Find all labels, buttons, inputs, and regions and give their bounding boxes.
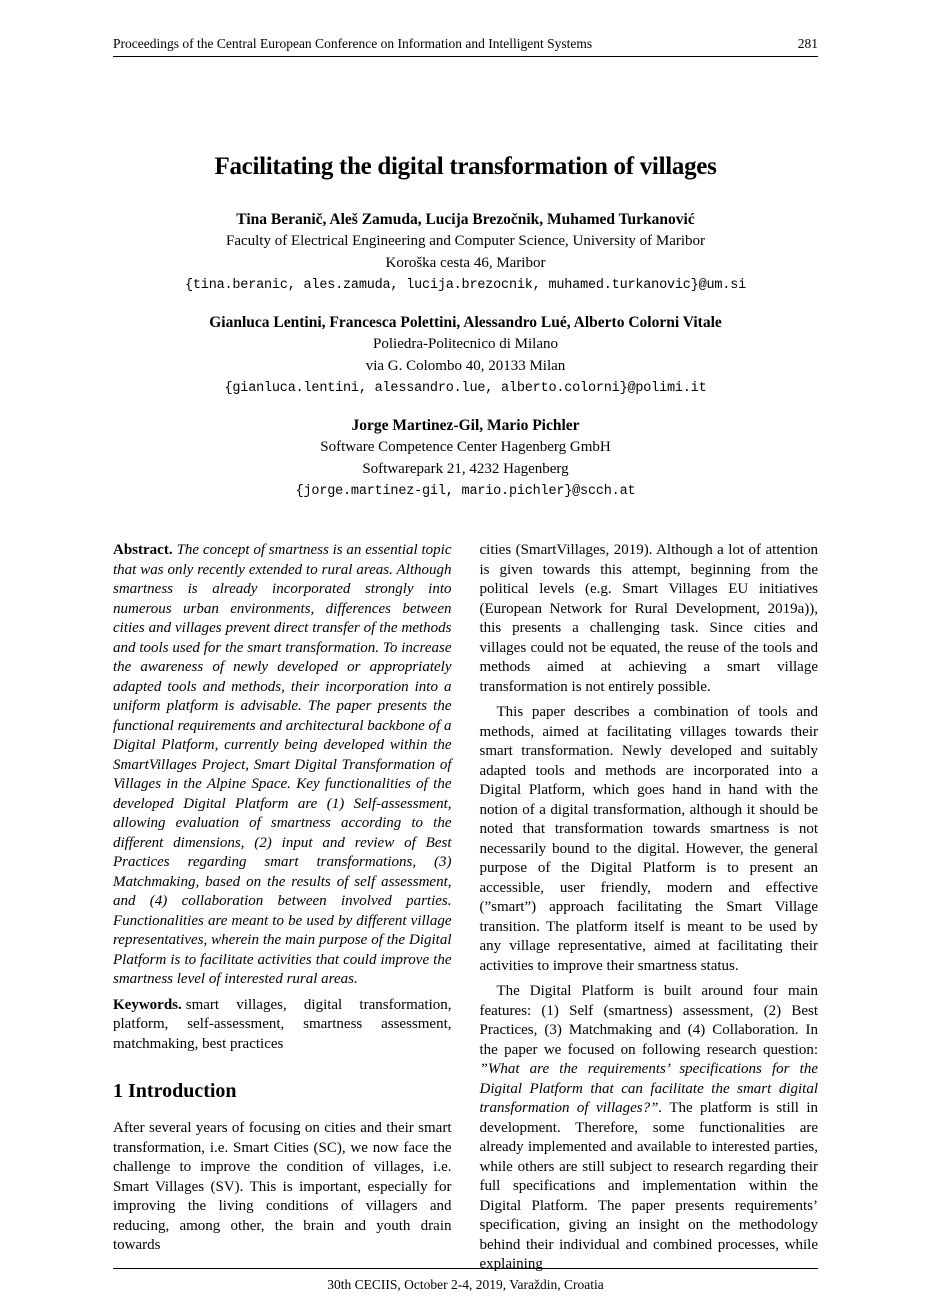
author-emails: {jorge.martinez-gil, mario.pichler}@scch.at [295, 484, 636, 499]
author-affiliation: Poliedra-Politecnico di Milano [373, 336, 558, 352]
footer-text: 30th CECIIS, October 2-4, 2019, Varaždin, Croatia [327, 1277, 604, 1292]
keywords-label: Keywords. [113, 996, 182, 1013]
author-address: via G. Colombo 40, 20133 Milan [365, 357, 566, 374]
section-heading-introduction: 1 Introduction [113, 1080, 237, 1102]
paragraph-digital-platform: This paper describes a combination of tools and methods, aimed at facilitating villages towards their smart transformation. Newly developed and suitably adapted tools and methods are incorporated into a Digital Platform, which goes hand in hand with the notion of a digital transformation, although it should be noted that transformation towards smartness is not necessarily bound to the digital. However, the general purpose of the Digital Platform is to present an accessible, user friendly, modern and effective (”smart”) approach facilitating the Smart Village transition. The platform itself is meant to be used by any village representative, aimed at facilitating their activities to improve their smartness status. [479, 704, 818, 974]
author-group-milano [113, 312, 818, 400]
author-emails: {gianluca.lentini, alessandro.lue, alberto.colorni}@polimi.it [224, 381, 707, 396]
running-head: Proceedings of the Central European Conference on Information and Intelligent Systems [113, 36, 593, 51]
research-question: ”What are the requirements’ specifications for the Digital Platform that can facilitate the smart digital transformation of villages?”. [479, 1061, 818, 1116]
paragraph-text-pre: The Digital Platform is built around four main features: (1) Self (smartness) assessment, (2) Best Practices, (3) Matchmaking and (4) Collaboration. In the paper we focused on following research question: [479, 983, 818, 1058]
right-column [480, 541, 819, 1281]
author-names: Jorge Martinez-Gil, Mario Pichler [351, 417, 580, 434]
author-affiliation: Faculty of Electrical Engineering and Computer Science, University of Maribor [225, 233, 706, 249]
keywords [113, 996, 452, 1055]
two-column-body [113, 541, 818, 1281]
abstract-text: The concept of smartness is an essential topic that was only recently extended to rural areas. Although smartness is already incorporated strongly into numerous urban environments, differences between cities and villages prevent direct transfer of the methods and tools used for the smart transformation. To increase the awareness of newly developed or appropriately adapted tools and methods, their incorporation into a uniform platform is advisable. The paper presents the functional requirements and architectural backbone of a Digital Platform, currently being developed within the SmartVillages Project, Smart Digital Transformation of Villages in the Alpine Space. Key functionalities of the developed Digital Platform are (1) Self-assessment, allowing evaluation of smartness according to the different dimensions, (2) input and review of Best Practices regarding smart transformations, (3) Matchmaking, based on the results of self assessment, and (4) collaboration between involved parties. Functionalities are meant to be used by different village representatives, wherein the main purpose of the Digital Platform is to facilitate activities that could improve the smartness level of interested rural areas. [113, 542, 452, 987]
page-header [113, 36, 818, 57]
author-names: Tina Beranič, Aleš Zamuda, Lucija Brezočnik, Muhamed Turkanović [236, 211, 695, 228]
paragraph-research-question [480, 982, 819, 1275]
paragraph-continuation: cities (SmartVillages, 2019). Although a lot of attention is given towards this attempt, beginning from the political levels (e.g. Smart Villages EU initiatives (European Network for Rural Development, 2019a)), this presents a challenging task. Since cities and villages could not be equated, the reuse of the tools and methods aimed at achieving a smart village transformation is not entirely possible. [479, 542, 818, 695]
author-address: Softwarepark 21, 4232 Hagenberg [362, 460, 569, 477]
author-group-maribor [113, 209, 818, 297]
keywords-text: smart villages, digital transformation, platform, self-assessment, smartness assessment, matchmaking, best practices [113, 996, 452, 1052]
author-group-hagenberg [113, 415, 818, 503]
paper-title: Facilitating the digital transformation of villages [214, 153, 717, 180]
author-names: Gianluca Lentini, Francesca Polettini, Alessandro Lué, Alberto Colorni Vitale [209, 314, 722, 331]
authors-section [113, 209, 818, 503]
paragraph-text-post: The platform is still in development. Therefore, some functionalities are already implemented and available to interested parties, while others are still subject to research regarding their full specifications and implementation within the Digital Platform. The paper presents requirements’ specification, giving an insight on the methodology behind their individual and combined processes, while explaining [479, 1100, 818, 1272]
introduction-paragraph: After several years of focusing on cities and their smart transformation, i.e. Smart Cities (SC), we now face the challenge to improve the condition of villages, i.e. Smart Villages (SV). This is important, especially for improving the living conditions of villagers and reducing, among other, the brain and youth drain towards [113, 1120, 452, 1253]
page-number: 281 [797, 36, 818, 51]
left-column [113, 541, 452, 1281]
author-affiliation: Software Competence Center Hagenberg GmbH [320, 439, 611, 455]
abstract [113, 541, 452, 990]
abstract-label: Abstract. [113, 542, 173, 558]
author-emails: {tina.beranic, ales.zamuda, lucija.brezocnik, muhamed.turkanovic}@um.si [185, 278, 746, 293]
author-address: Koroška cesta 46, Maribor [385, 254, 546, 271]
page-footer [113, 1268, 818, 1293]
